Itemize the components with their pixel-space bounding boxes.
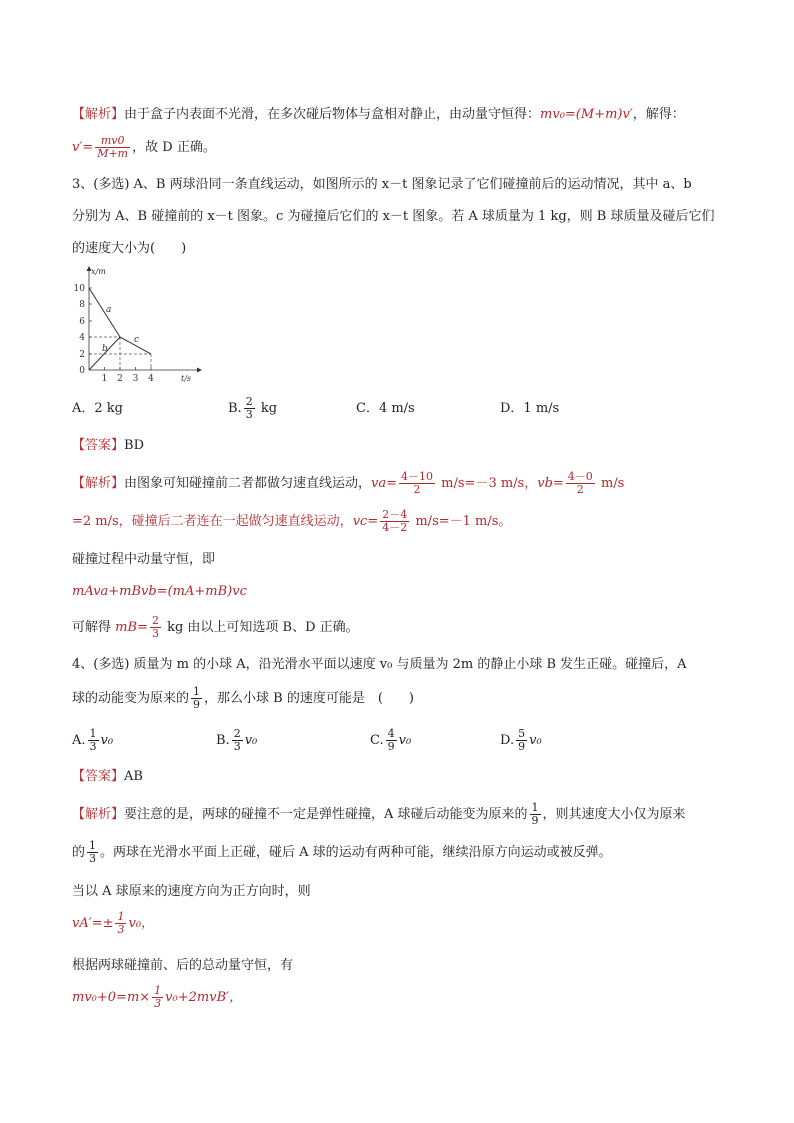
denominator: 3 bbox=[233, 740, 241, 753]
denominator: 3 bbox=[89, 852, 97, 865]
answer-value: BD bbox=[124, 438, 144, 453]
numerator: 4－0 bbox=[567, 470, 593, 483]
option-prefix: B. bbox=[216, 733, 230, 748]
unit: m/s bbox=[600, 476, 625, 491]
velocity-a: va= bbox=[371, 476, 398, 491]
numerator: mv0 bbox=[95, 135, 130, 148]
label-b: b bbox=[102, 344, 108, 354]
analysis-tag: 【解析】 bbox=[72, 807, 125, 822]
question-stem: 分别为 A、B 碰撞前的 x－t 图象。c 为碰撞后它们的 x－t 图象。若 A 球质量为 1 kg，则 B 球质量及碰后它们 bbox=[72, 209, 715, 224]
x-axis-arrow bbox=[197, 368, 202, 373]
x-tick-label: 2 bbox=[117, 374, 123, 384]
velocity-b: vb= bbox=[537, 476, 564, 491]
option-c: C．4 m/s bbox=[356, 401, 415, 416]
explanation-text: 。两球在光滑水平面上正碰，碰后 A 球的运动有两种可能，继续沿原方向运动或被反弹。 bbox=[100, 845, 612, 860]
numerator: 1 bbox=[193, 685, 201, 698]
numerator: 1 bbox=[89, 727, 97, 740]
explanation-text: 由图象可知碰撞前二者都做匀速直线运动， bbox=[124, 476, 372, 491]
explanation-text: ，解得： bbox=[632, 107, 685, 122]
numerator: 4－10 bbox=[401, 470, 434, 483]
denominator: 3 bbox=[154, 997, 162, 1010]
x-tick-label: 3 bbox=[132, 374, 139, 384]
numerator: 5 bbox=[518, 727, 526, 740]
denominator: 9 bbox=[387, 740, 395, 753]
question-stem bbox=[72, 685, 414, 713]
fraction bbox=[150, 615, 161, 640]
denominator: 3 bbox=[117, 923, 125, 936]
explanation-line bbox=[72, 839, 612, 867]
velocity-c: vc= bbox=[352, 514, 379, 529]
velocity-c-result: m/s=－1 m/s。 bbox=[415, 514, 512, 529]
explanation-line bbox=[72, 508, 511, 536]
momentum-equation bbox=[72, 984, 242, 1012]
denominator: 4－2 bbox=[382, 521, 408, 534]
fraction bbox=[191, 686, 202, 711]
denominator: 3 bbox=[89, 740, 97, 753]
numerator: 1 bbox=[531, 801, 539, 814]
y-tick-label: 8 bbox=[79, 300, 85, 310]
explanation-line bbox=[72, 614, 359, 642]
y-tick-label: 4 bbox=[79, 333, 85, 343]
option-suffix: v₀ bbox=[100, 733, 114, 748]
explanation-text: 要注意的是，两球的碰撞不一定是弹性碰撞，A 球碰后动能变为原来的 bbox=[124, 807, 528, 822]
numerator: 2 bbox=[245, 395, 253, 408]
momentum-equation: mv₀=(M+m)v′ bbox=[540, 107, 633, 122]
denominator: 2 bbox=[576, 483, 584, 496]
explanation-line: 根据两球碰撞前、后的总动量守恒，有 bbox=[72, 958, 294, 973]
option-prefix: C. bbox=[370, 733, 384, 748]
question-stem: 3、(多选) A、B 两球沿同一条直线运动，如图所示的 x－t 图象记录了它们碰撞前后的运动情况，其中 a、b bbox=[72, 177, 692, 192]
xt-graph bbox=[72, 263, 202, 385]
line-a bbox=[89, 288, 120, 337]
answer-line bbox=[72, 437, 144, 455]
label-c: c bbox=[134, 335, 140, 345]
formula-rhs: v₀， bbox=[128, 916, 155, 931]
fraction bbox=[380, 509, 409, 534]
fraction bbox=[88, 728, 99, 753]
option-b bbox=[228, 396, 277, 422]
fraction bbox=[95, 135, 130, 160]
fraction bbox=[386, 728, 397, 753]
x-tick-label: 4 bbox=[148, 374, 154, 384]
option-unit: kg bbox=[260, 401, 278, 416]
fraction bbox=[232, 728, 243, 753]
explanation-text: 的 bbox=[72, 845, 86, 860]
denominator: 3 bbox=[245, 408, 253, 421]
explanation-text: 由于盒子内表面不光滑，在多次碰后物体与盒相对静止，由动量守恒得： bbox=[124, 107, 541, 122]
option-prefix: D. bbox=[500, 733, 515, 748]
label-a: a bbox=[106, 305, 112, 315]
option-prefix: A. bbox=[72, 733, 86, 748]
fraction bbox=[530, 802, 541, 827]
explanation-line bbox=[72, 134, 216, 162]
option-prefix: B. bbox=[228, 401, 242, 416]
option-d bbox=[500, 727, 542, 755]
explanation-line: 碰撞过程中动量守恒，即 bbox=[72, 552, 216, 567]
answer-line bbox=[72, 768, 143, 786]
x-tick-label: 1 bbox=[101, 374, 108, 384]
fraction bbox=[566, 471, 595, 496]
velocity-a-result: m/s=－3 m/s， bbox=[441, 476, 538, 491]
y-tick-label: 10 bbox=[73, 284, 85, 294]
explanation-line: 当以 A 球原来的速度方向为正方向时，则 bbox=[72, 884, 311, 899]
option-suffix: v₀ bbox=[529, 733, 542, 748]
y-axis-label: x/m bbox=[91, 267, 106, 276]
denominator: 9 bbox=[193, 698, 201, 711]
fraction bbox=[244, 396, 255, 421]
denominator: M+m bbox=[97, 147, 129, 160]
explanation-line bbox=[72, 470, 624, 498]
explanation-text: 可解得 bbox=[72, 620, 112, 635]
denominator: 9 bbox=[518, 740, 526, 753]
fraction bbox=[516, 728, 527, 753]
formula-lhs: vA′=± bbox=[72, 916, 114, 931]
numerator: 2 bbox=[151, 614, 159, 627]
stem-text: ，那么小球 B 的速度可能是 ( ) bbox=[204, 691, 414, 706]
denominator: 3 bbox=[151, 627, 159, 640]
answer-tag: 【答案】 bbox=[72, 438, 125, 453]
fraction bbox=[87, 840, 98, 865]
explanation-text: =2 m/s，碰撞后二者连在一起做匀速直线运动， bbox=[72, 514, 353, 529]
explanation-text: kg 由以上可知选项 B、D 正确。 bbox=[167, 620, 359, 635]
option-suffix: v₀ bbox=[398, 733, 412, 748]
y-tick-label: 0 bbox=[79, 366, 85, 376]
denominator: 2 bbox=[413, 483, 421, 496]
y-tick-label: 6 bbox=[79, 317, 85, 327]
question-stem: 的速度大小为( ) bbox=[72, 241, 187, 256]
answer-tag: 【答案】 bbox=[72, 769, 125, 784]
formula-lhs: v′= bbox=[72, 140, 94, 155]
explanation-line bbox=[72, 106, 685, 124]
velocity-equation bbox=[72, 910, 154, 938]
y-tick-label: 2 bbox=[79, 350, 85, 360]
momentum-equation: mAva+mBvb=(mA+mB)vc bbox=[72, 584, 247, 599]
stem-text: 球的动能变为原来的 bbox=[72, 691, 190, 706]
fraction bbox=[152, 985, 163, 1010]
option-a bbox=[72, 727, 113, 755]
fraction bbox=[399, 471, 435, 496]
option-suffix: v₀ bbox=[244, 733, 258, 748]
analysis-tag: 【解析】 bbox=[72, 476, 125, 491]
option-d: D．1 m/s bbox=[500, 401, 560, 416]
mass-b: mB= bbox=[115, 620, 148, 635]
option-c bbox=[370, 727, 411, 755]
denominator: 9 bbox=[531, 814, 539, 827]
option-a: A．2 kg bbox=[72, 401, 123, 416]
x-axis-label: t/s bbox=[181, 374, 192, 383]
numerator: 2 bbox=[233, 727, 241, 740]
fraction bbox=[115, 911, 126, 936]
numerator: 1 bbox=[154, 984, 162, 997]
numerator: 1 bbox=[89, 839, 97, 852]
answer-value: AB bbox=[124, 769, 143, 784]
numerator: 4 bbox=[387, 727, 395, 740]
explanation-line bbox=[72, 801, 686, 829]
analysis-tag: 【解析】 bbox=[72, 107, 125, 122]
explanation-text: ，故 D 正确。 bbox=[132, 140, 216, 155]
formula-rhs: v₀+2mvB′， bbox=[165, 990, 243, 1005]
question-stem: 4、(多选) 质量为 m 的小球 A，沿光滑水平面以速度 v₀ 与质量为 2m 的静止小球 B 发生正碰。碰撞后，A bbox=[72, 657, 687, 672]
option-b bbox=[216, 727, 257, 755]
numerator: 1 bbox=[117, 910, 125, 923]
explanation-text: ，则其速度大小仅为原来 bbox=[542, 807, 686, 822]
formula-lhs: mv₀+0=m× bbox=[72, 990, 151, 1005]
numerator: 2－4 bbox=[382, 508, 408, 521]
